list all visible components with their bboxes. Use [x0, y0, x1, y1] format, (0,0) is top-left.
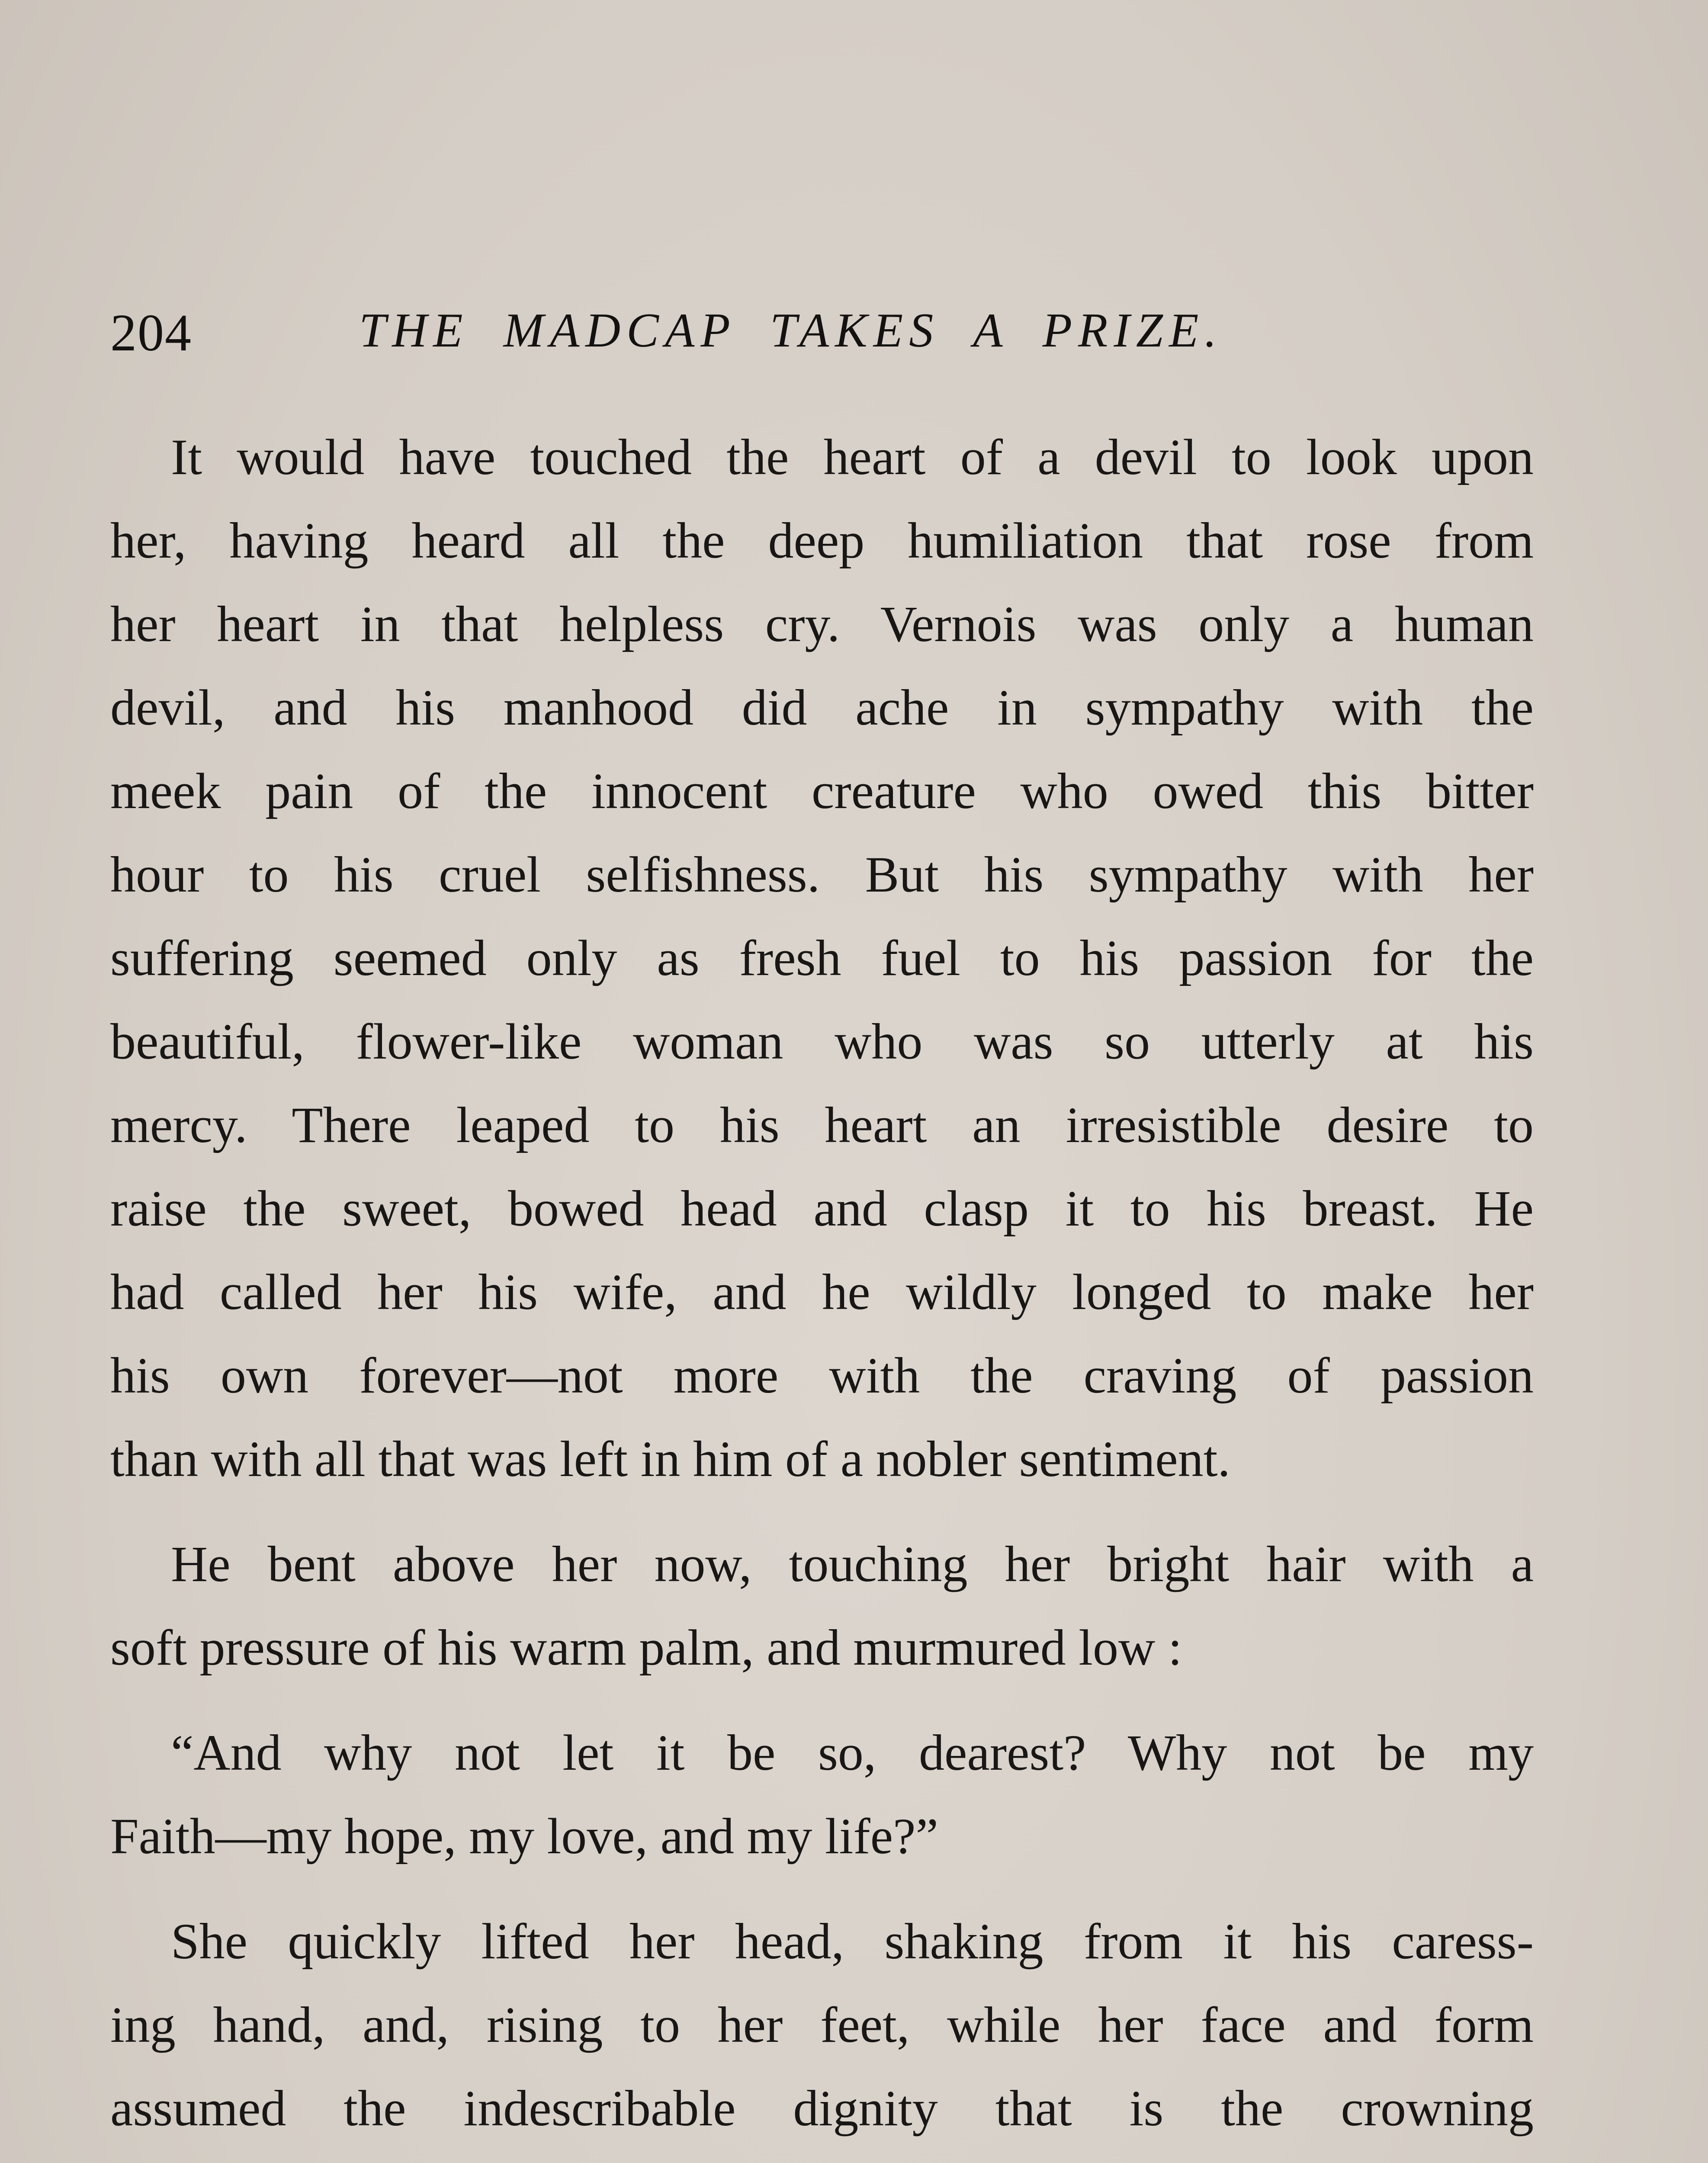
text-line: his own forever—not more with the craving of passion	[110, 1347, 1534, 1404]
text-line: soft pressure of his warm palm, and murmured low :	[110, 1619, 1182, 1676]
text-line: It would have touched the heart of a devil to look upon	[171, 429, 1534, 485]
paragraph	[110, 1522, 1534, 1689]
page-number: 204	[110, 304, 192, 362]
paragraph	[110, 415, 1534, 1501]
text-line: her, having heard all the deep humiliation that rose from	[110, 512, 1534, 569]
text-line: mercy. There leaped to his heart an irresistible desire to	[110, 1097, 1534, 1153]
running-head: THE MADCAP TAKES A PRIZE.	[359, 304, 1223, 357]
body-text	[110, 415, 1534, 2163]
text-line: her heart in that helpless cry. Vernois was only a human	[110, 596, 1534, 652]
paragraph	[110, 1711, 1534, 1878]
text-line: had called her his wife, and he wildly longed to make her	[110, 1264, 1534, 1320]
text-line: meek pain of the innocent creature who owed this bitter	[110, 763, 1534, 819]
text-line: He bent above her now, touching her bright hair with a	[171, 1536, 1534, 1592]
page-header	[110, 294, 1581, 381]
paragraph	[110, 1900, 1534, 2163]
text-line: hour to his cruel selfishness. But his sympathy with her	[110, 846, 1534, 903]
text-line: raise the sweet, bowed head and clasp it to his breast. He	[110, 1180, 1534, 1237]
text-line: than with all that was left in him of a nobler sentiment.	[110, 1431, 1230, 1487]
text-line: “And why not let it be so, dearest? Why not be my	[171, 1724, 1534, 1781]
text-line: She quickly lifted her head, shaking from it his caress-	[171, 1913, 1534, 1970]
text-line: ing hand, and, rising to her feet, while her face and form	[110, 1996, 1534, 2053]
text-line: assumed the indescribable dignity that is the crowning	[110, 2080, 1534, 2137]
text-line: devil, and his manhood did ache in sympathy with the	[110, 679, 1534, 736]
text-line	[110, 2150, 1534, 2163]
text-line: Faith—my hope, my love, and my life?”	[110, 1808, 938, 1865]
text-line: beautiful, flower-like woman who was so utterly at his	[110, 1013, 1534, 1070]
text-line: suffering seemed only as fresh fuel to his passion for the	[110, 930, 1534, 986]
